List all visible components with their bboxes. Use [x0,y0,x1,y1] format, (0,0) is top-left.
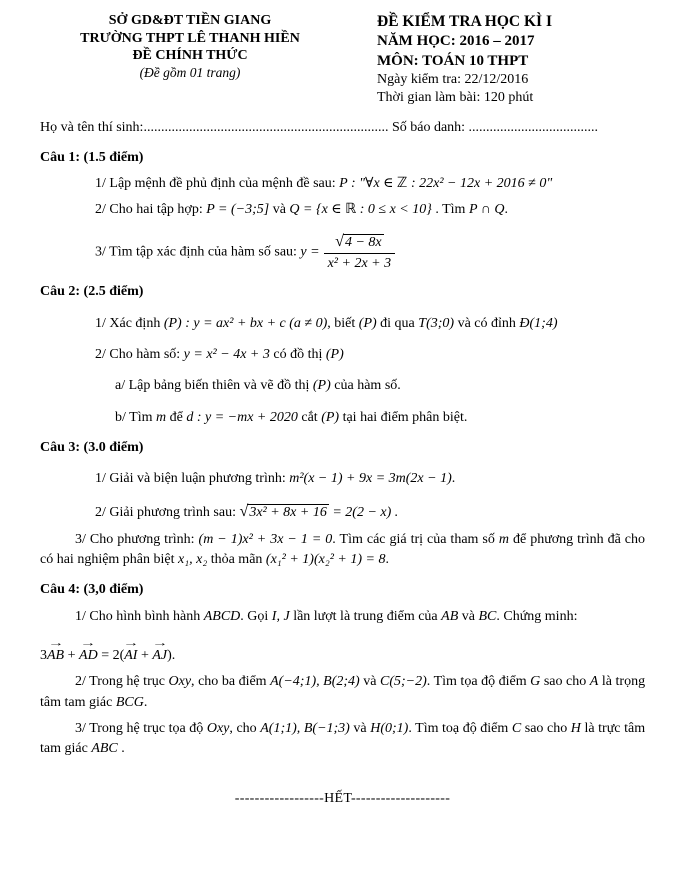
question-2-item-2a [40,376,645,396]
q3-i1-period: . [451,471,456,487]
q3-i3-m: m [498,531,509,547]
student-name-blank: ...................................................................... [143,119,389,135]
q4-i2-find: . Tìm tọa độ điểm [426,674,527,690]
q4-i1-midpoints: lần lượt là trung điểm của [293,608,438,624]
q4-f-plus2: + [140,647,149,663]
exam-title: ĐỀ KIỂM TRA HỌC KÌ I [377,13,552,30]
q4-i3-given: , cho [229,720,257,736]
q4-i3-abc: ABC [91,741,118,757]
q3-i2-text: 2/ Giải phương trình sau: [95,505,236,521]
q4-f-equals: = 2( [101,647,125,663]
question-3-item-1 [40,469,645,489]
q3-i2-rhs: = 2(2 − x) . [332,505,399,521]
q2-i1-given: , biết [327,315,356,331]
q2-b-line-eq: d : y = −mx + 2020 [186,409,298,425]
q2-b-cut: cắt [301,409,318,425]
student-id-blank: ..................................... [468,119,599,135]
student-name-label: Họ và tên thí sinh: [40,119,144,135]
student-id-label: Số báo danh: [391,119,466,135]
vector-ab-label: AB [47,647,65,663]
q4-i3-orthocenter: là trực tâm tam giác [40,720,646,757]
radicand: 4 − 8x [344,234,382,250]
radical-sign: √ [335,232,344,250]
q4-i3-and: và [353,720,367,736]
q2-i1-text: 1/ Xác định [95,315,161,331]
department-name: SỞ GD&ĐT TIỀN GIANG [108,13,272,28]
q4-i2-a: A [589,674,599,690]
q4-f-coef: 3 [40,647,47,663]
fraction-denominator: x² + 2x + 3 [324,253,396,273]
page-count-note: (Đề gồm 01 trang) [139,64,241,80]
q4-i1-ab: AB [441,608,459,624]
question-3-title: Câu 3: (3.0 điểm) [40,439,144,455]
q1-i2-period: . [504,202,508,218]
q4-i2-text: 2/ Trong hệ trục [75,674,165,690]
question-3-item-3 [40,530,645,571]
q1-i2-find: . Tìm [435,202,466,218]
q4-i3-c: C [511,720,522,736]
q2-b-text: b/ Tìm [115,409,153,425]
q4-i3-find: . Tìm toạ độ điểm [408,720,509,736]
q2-i2-p: (P) [325,346,344,362]
q4-i3-text: 3/ Trong hệ trục tọa độ [75,720,204,736]
vector-ad-label: AD [79,647,98,663]
q1-i1-math: P : "∀x ∈ ℤ : 22x² − 12x + 2016 ≠ 0" [339,176,553,192]
square-root [239,505,328,520]
q2-i2-function: y = x² − 4x + 3 [183,346,270,362]
question-2-item-2b [40,408,645,428]
q2-i1-p: (P) [358,315,377,331]
question-1-title: Câu 1: (1.5 điểm) [40,149,144,165]
q3-i3-condition-eq: (x₁² + 1)(x₂² + 1) = 8 [265,552,386,568]
q2-b-m: m [155,409,167,425]
q4-f-close: ). [167,647,176,663]
q4-f-plus1: + [67,647,76,663]
vector-arrow-icon: → [122,637,139,649]
question-3 [40,438,645,571]
q4-i3-such-that: sao cho [524,720,568,736]
q4-i2-centroid: là trọng tâm tam giác [40,674,646,710]
q2-i2-text: 2/ Cho hàm số: [95,346,181,362]
question-4 [40,580,645,759]
q3-i3-equation: (m − 1)x² + 3x − 1 = 0 [198,531,333,547]
q4-i2-and: và [363,674,377,690]
q1-i2-text: 2/ Cho hai tập hợp: [95,202,203,218]
end-marker [40,789,645,809]
q4-i3-points-ab: A(1;1), B(−1;3) [260,720,350,736]
q4-i3-h: H [570,720,581,736]
exam-header [40,12,645,108]
q4-i2-g: G [530,674,541,690]
q2-b-p: (P) [321,409,340,425]
q3-i3-text: 3/ Cho phương trình: [75,531,195,547]
q3-i3-cond: để phương trình đã cho có hai nghiệm phân biệt [40,531,646,568]
q1-i3-text: 3/ Tìm tập xác định của hàm số sau: [95,244,297,260]
q1-i2-and: và [272,202,286,218]
square-root [335,232,384,250]
q3-i3-find: . Tìm các giá trị của tham số [332,531,495,547]
q4-i3-period: . [121,741,125,757]
q4-i3-oxy: Oxy [206,720,230,736]
question-2-title: Câu 2: (2.5 điểm) [40,284,144,300]
exam-duration: Thời gian làm bài: 120 phút [377,90,534,106]
q2-a-p: (P) [312,378,331,394]
school-block [40,12,340,108]
fraction-numerator [324,232,396,253]
q3-i1-text: 1/ Giải và biện luận phương trình: [95,471,286,487]
exam-date: Ngày kiểm tra: 22/12/2016 [377,72,529,88]
q1-i2-set-q: Q = {x ∈ ℝ : 0 ≤ x < 10} [289,202,432,218]
q2-i1-parabola-eq: (P) : y = ax² + bx + c (a ≠ 0) [163,315,328,331]
q4-i1-call: . Gọi [240,608,269,624]
q4-i1-ij: I, J [271,608,290,624]
q4-i1-bc: BC [478,608,497,624]
question-1-item-3 [40,232,645,273]
q4-i2-points-ab: A(−4;1), B(2;4) [270,674,360,690]
q4-i3-point-h: H(0;1) [370,720,409,736]
q1-i2-intersection: P ∩ Q [468,202,505,218]
q1-i2-set-p: P = (−3;5] [206,202,270,218]
q2-i1-vertex-text: và có đỉnh [457,315,516,331]
radicand: 3x² + 8x + 16 [249,505,327,521]
q1-i1-text: 1/ Lập mệnh đề phủ định của mệnh đề sau: [95,176,336,192]
question-4-vector-formula [40,639,645,666]
school-name: TRƯỜNG THPT LÊ THANH HIỀN [80,30,300,46]
question-4-item-1 [40,607,645,627]
q2-b-end: tại hai điểm phân biệt. [342,409,468,425]
question-1 [40,148,645,273]
question-2-item-1 [40,314,645,334]
question-1-item-2 [40,200,645,220]
fraction [324,232,396,273]
q2-i2-graph-text: có đồ thị [273,346,323,362]
school-year: NĂM HỌC: 2016 – 2017 [377,33,535,50]
subject: MÔN: TOÁN 10 THPT [377,52,529,69]
question-4-item-3 [40,719,645,760]
vector-ai-label: AI [124,647,138,663]
question-4-title: Câu 4: (3,0 điểm) [40,582,144,598]
vector-arrow-icon: → [151,637,168,649]
q3-i1-equation: m²(x − 1) + 9x = 3m(2x − 1) [289,471,452,487]
q4-i2-period: . [143,694,148,710]
vector-ab [47,637,65,666]
q4-i2-point-c: C(5;−2) [380,674,427,690]
student-info-line [40,118,645,138]
q2-b-to: để [169,409,183,425]
q3-i3-period: . [385,552,389,568]
official-exam-label: ĐỀ CHÍNH THỨC [132,48,248,63]
q4-i2-oxy: Oxy [168,674,192,690]
q4-i1-prove: . Chứng minh: [496,608,578,624]
q2-i1-vertex: Đ(1;4) [519,315,558,331]
q1-i3-lhs: y = [300,244,320,260]
radical-sign: √ [239,503,249,521]
question-3-item-2 [40,500,645,523]
q2-i1-through: đi qua [380,315,415,331]
q2-i1-point-t: T(3;0) [418,315,455,331]
question-4-item-2 [40,672,645,713]
q4-i2-such-that: sao cho [543,674,587,690]
q4-i2-bcg: BCG [115,694,144,710]
q2-a-text: a/ Lập bảng biến thiên và vẽ đồ thị [115,378,310,394]
vector-aj [151,637,168,666]
vector-ad [79,637,98,666]
q3-i3-roots: x₁, x₂ [178,552,208,568]
vector-aj-label: AJ [152,647,168,663]
q4-i1-text: 1/ Cho hình bình hành [75,608,201,624]
vector-arrow-icon: → [80,637,97,649]
q4-i1-abcd: ABCD [203,608,241,624]
exam-info-block [377,12,645,108]
q3-i3-satisfy: thỏa mãn [210,552,263,568]
q2-a-end: của hàm số. [334,378,401,394]
q4-i2-points-text: , cho ba điểm [191,674,267,690]
vector-arrow-icon: → [47,637,64,649]
question-1-item-1 [40,174,645,194]
end-marker-text: ------------------HẾT-------------------- [234,791,451,807]
question-2 [40,282,645,427]
vector-ai [122,637,139,666]
question-2-item-2 [40,345,645,365]
q4-i1-and: và [461,608,475,624]
